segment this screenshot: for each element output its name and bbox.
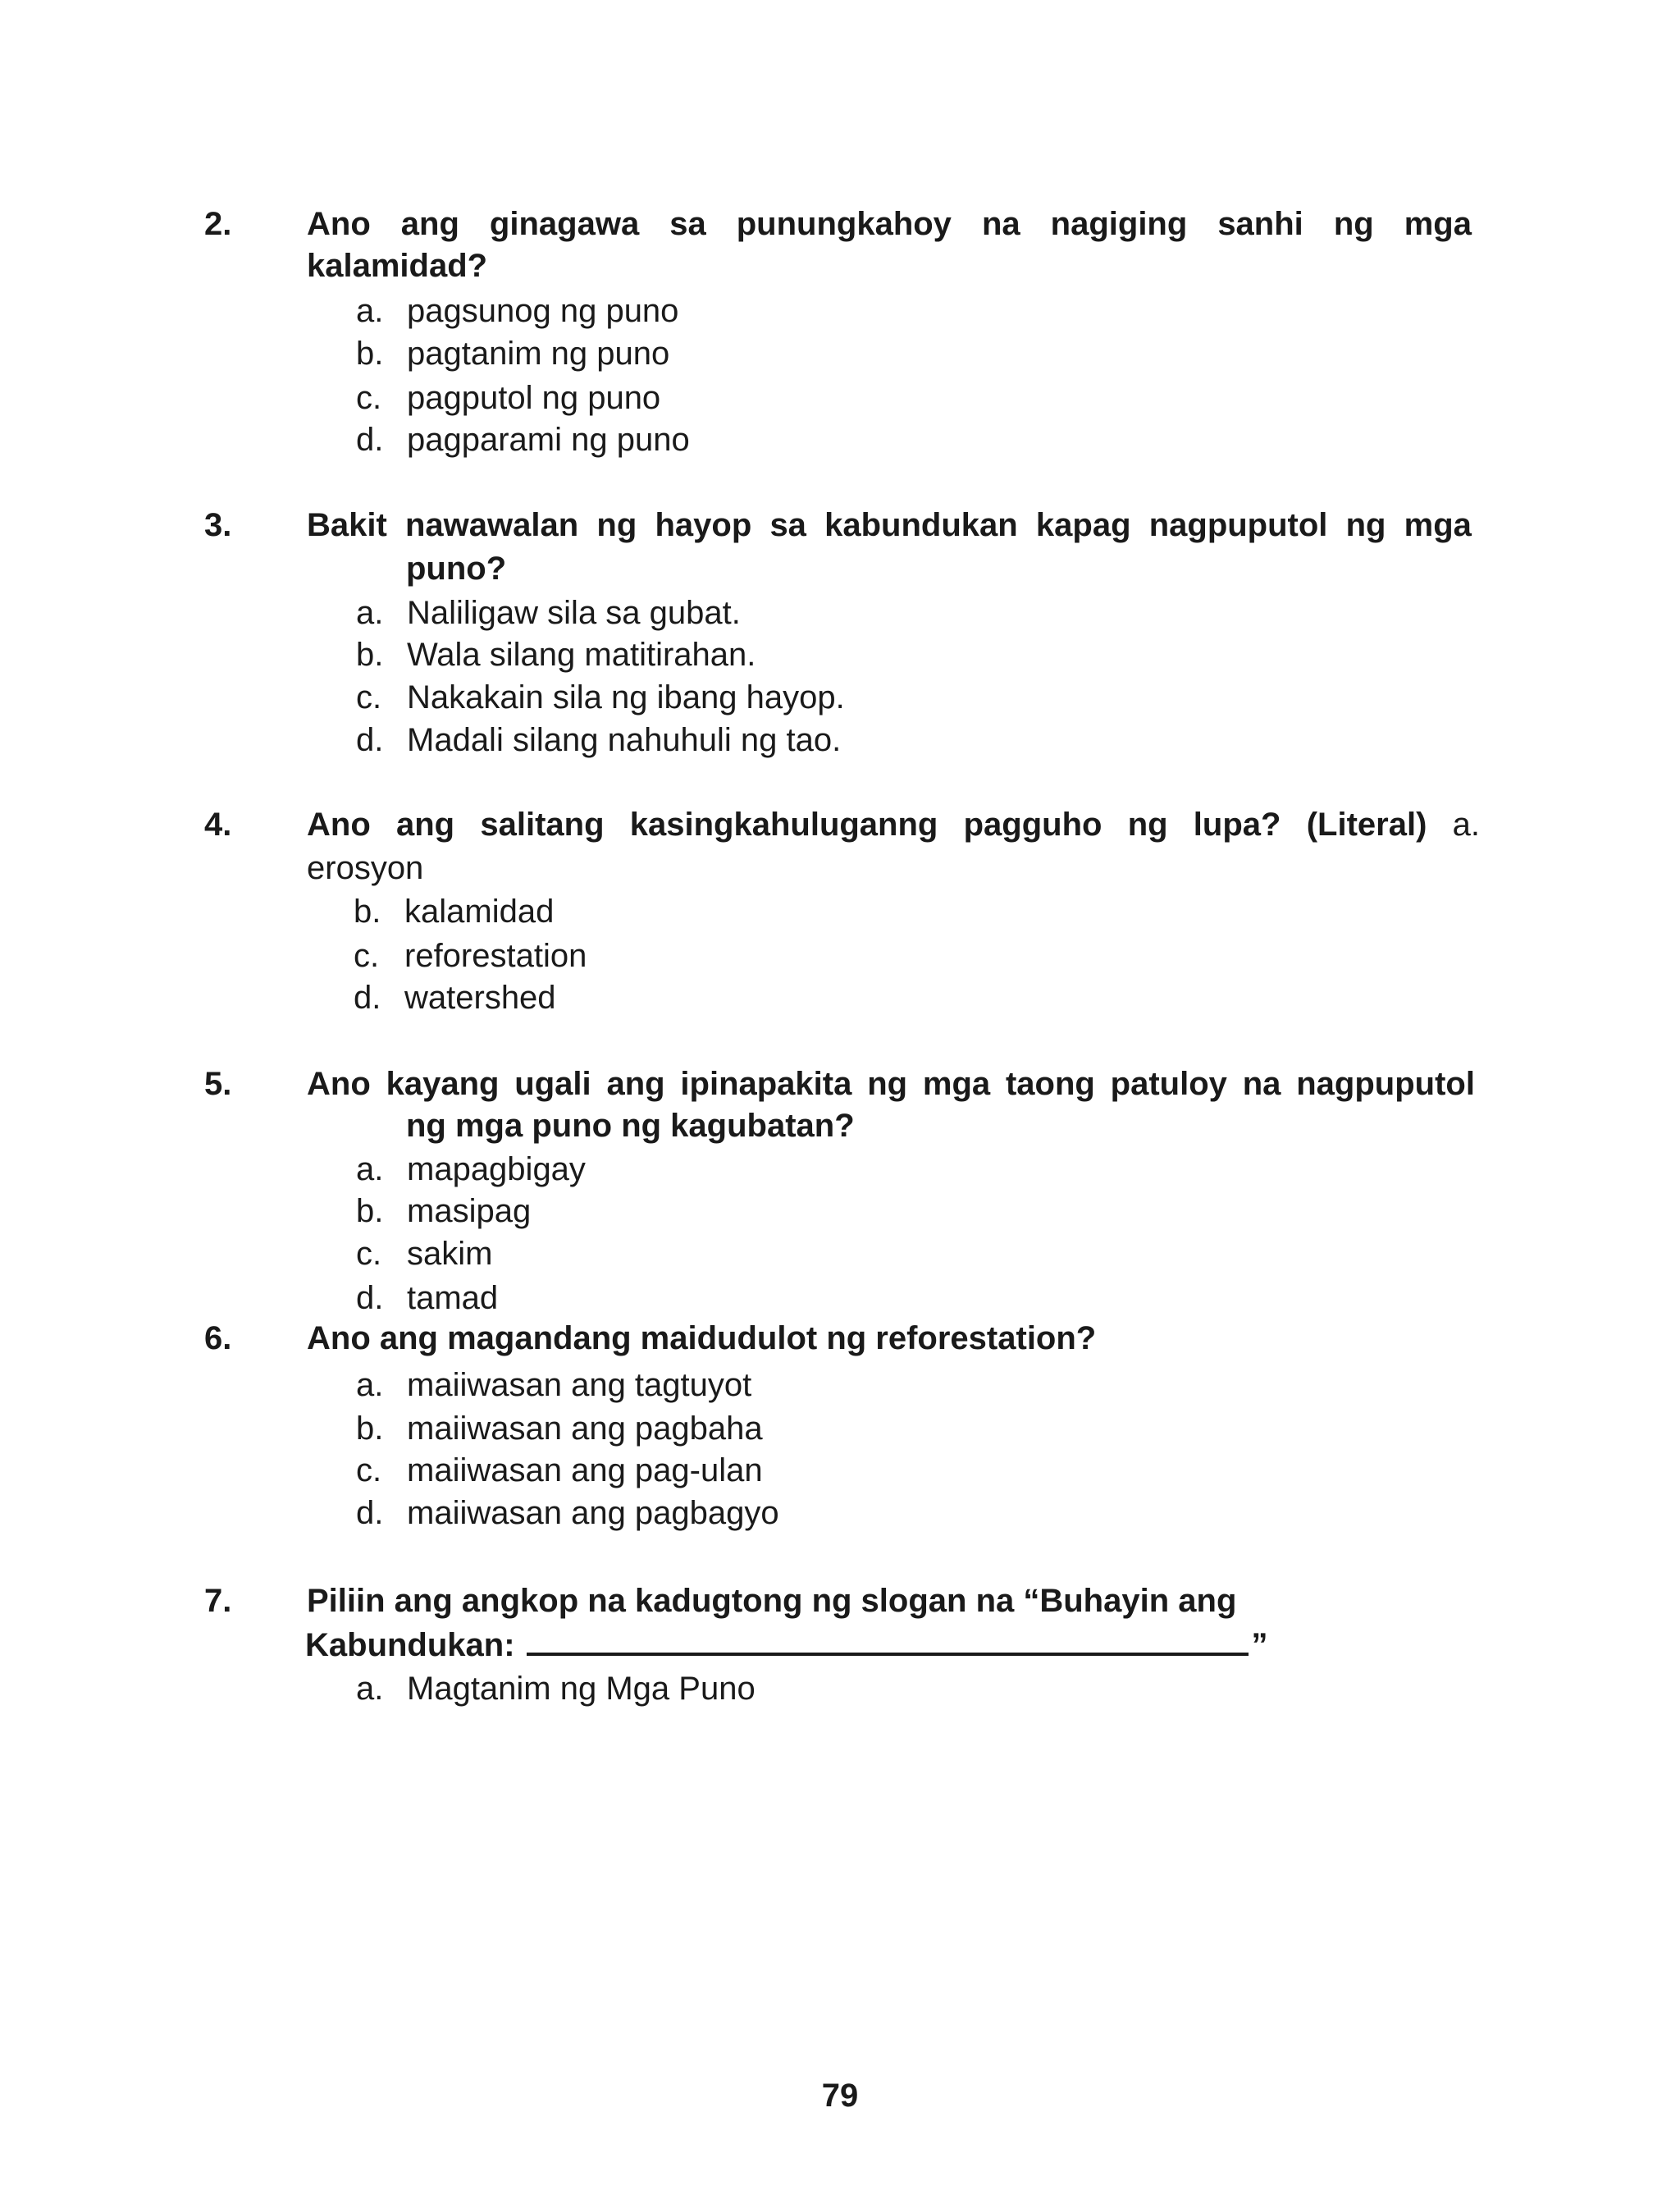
option-letter: c. bbox=[356, 1452, 382, 1488]
question-number: 5. bbox=[204, 1066, 232, 1102]
question-text-line1: Ano ang magandang maidudulot ng reforestation? bbox=[307, 1320, 1097, 1356]
answer-option bbox=[356, 377, 660, 419]
word: Bakit bbox=[307, 507, 387, 543]
word: hayop bbox=[655, 507, 752, 543]
answer-option bbox=[356, 719, 841, 761]
word: taong bbox=[1005, 1066, 1095, 1102]
word: na bbox=[981, 206, 1020, 242]
option-text: pagsunog ng puno bbox=[407, 293, 679, 329]
option-text: pagputol ng puno bbox=[407, 380, 661, 416]
option-letter: a. bbox=[356, 293, 384, 329]
question-number: 3. bbox=[204, 507, 232, 543]
word: (Literal) bbox=[1306, 807, 1427, 843]
word: mga bbox=[1404, 507, 1472, 543]
option-letter: b. bbox=[356, 1410, 384, 1447]
word: ang bbox=[606, 1066, 665, 1102]
option-letter: b. bbox=[356, 1193, 384, 1229]
word: sa bbox=[669, 206, 706, 242]
option-letter: a. bbox=[356, 1671, 384, 1707]
option-text: Nakakain sila ng ibang hayop. bbox=[407, 679, 845, 716]
word: kasingkahuluganng bbox=[629, 807, 938, 843]
question-number: 7. bbox=[204, 1583, 232, 1619]
question-text-line2 bbox=[305, 1623, 1268, 1667]
option-letter: a. bbox=[356, 1151, 384, 1187]
answer-option bbox=[356, 1232, 492, 1275]
word: patuloy bbox=[1110, 1066, 1227, 1102]
word: ipinapakita bbox=[680, 1066, 852, 1102]
option-text: tamad bbox=[407, 1280, 499, 1316]
closing-quote: ” bbox=[1251, 1627, 1268, 1663]
answer-option bbox=[356, 1449, 763, 1492]
answer-option bbox=[354, 890, 554, 933]
option-text: pagtanim ng puno bbox=[407, 336, 670, 372]
question-number: 6. bbox=[204, 1320, 232, 1356]
word: ang bbox=[400, 206, 459, 242]
option-text: Magtanim ng Mga Puno bbox=[407, 1671, 756, 1707]
answer-option bbox=[356, 676, 845, 719]
question-text-line2: ng mga puno ng kagubatan? bbox=[406, 1108, 855, 1144]
word: nagpuputol bbox=[1148, 507, 1328, 543]
option-letter: c. bbox=[354, 938, 380, 974]
option-text: maiiwasan ang pag-ulan bbox=[407, 1452, 763, 1488]
question-text-line1 bbox=[307, 1063, 1475, 1105]
question-text-line1 bbox=[307, 203, 1472, 245]
word: ng bbox=[1345, 507, 1386, 543]
option-letter: d. bbox=[356, 722, 384, 758]
answer-option bbox=[356, 1190, 531, 1232]
word: ng bbox=[867, 1066, 908, 1102]
option-letter: a. bbox=[356, 595, 384, 631]
option-text: sakim bbox=[407, 1236, 493, 1272]
word: lupa? bbox=[1193, 807, 1281, 843]
question-number: 4. bbox=[204, 807, 232, 843]
option-text: Madali silang nahuhuli ng tao. bbox=[407, 722, 842, 758]
word: ng bbox=[596, 507, 637, 543]
answer-option bbox=[354, 935, 587, 977]
option-letter: b. bbox=[354, 894, 381, 930]
word: ginagawa bbox=[489, 206, 640, 242]
word: ng bbox=[1127, 807, 1168, 843]
word: nagiging bbox=[1050, 206, 1188, 242]
option-text: erosyon bbox=[307, 850, 424, 886]
answer-option bbox=[356, 1277, 498, 1319]
answer-option bbox=[356, 1407, 763, 1450]
answer-option bbox=[356, 1364, 751, 1406]
word: pagguho bbox=[963, 807, 1102, 843]
option-text: maiiwasan ang pagbagyo bbox=[407, 1495, 779, 1531]
question-text-line2: puno? bbox=[406, 551, 507, 587]
word: kapag bbox=[1035, 507, 1131, 543]
word: ugali bbox=[514, 1066, 591, 1102]
option-letter: c. bbox=[356, 679, 382, 716]
word: Ano bbox=[307, 1066, 371, 1102]
slogan-label: Kabundukan: bbox=[305, 1627, 515, 1663]
option-text: mapagbigay bbox=[407, 1151, 586, 1187]
word: Ano bbox=[307, 807, 371, 843]
question-number: 2. bbox=[204, 206, 232, 242]
option-text: reforestation bbox=[404, 938, 587, 974]
word: ang bbox=[396, 807, 455, 843]
word: sa bbox=[769, 507, 806, 543]
word: na bbox=[1242, 1066, 1281, 1102]
answer-option bbox=[356, 633, 756, 676]
option-letter: d. bbox=[356, 422, 384, 458]
option-letter: c. bbox=[356, 1236, 382, 1272]
page-number: 79 bbox=[821, 2078, 859, 2114]
word: nagpuputol bbox=[1296, 1066, 1475, 1102]
option-letter: a. bbox=[1452, 807, 1480, 843]
word: mga bbox=[922, 1066, 991, 1102]
option-letter: d. bbox=[356, 1280, 384, 1316]
answer-blank bbox=[527, 1623, 1249, 1656]
word: Ano bbox=[307, 206, 371, 242]
word: kayang bbox=[386, 1066, 500, 1102]
word: salitang bbox=[480, 807, 605, 843]
option-text: maiiwasan ang pagbaha bbox=[407, 1410, 763, 1447]
question-text-line1: Piliin ang angkop na kadugtong ng slogan na “Buhayin ang bbox=[307, 1583, 1237, 1619]
option-letter: b. bbox=[356, 336, 384, 372]
word: sanhi bbox=[1217, 206, 1303, 242]
option-letter: b. bbox=[356, 637, 384, 673]
answer-option bbox=[354, 976, 556, 1019]
word: mga bbox=[1404, 206, 1472, 242]
option-text: Naliligaw sila sa gubat. bbox=[407, 595, 741, 631]
option-letter: d. bbox=[354, 980, 381, 1016]
word: nawawalan bbox=[405, 507, 579, 543]
option-letter: a. bbox=[356, 1367, 384, 1403]
word: kabundukan bbox=[824, 507, 1018, 543]
question-text-line1 bbox=[307, 504, 1472, 546]
answer-option bbox=[356, 290, 678, 332]
option-text: kalamidad bbox=[404, 894, 555, 930]
option-text: masipag bbox=[407, 1193, 532, 1229]
question-text-line2: kalamidad? bbox=[307, 248, 488, 284]
option-letter: c. bbox=[356, 380, 382, 416]
question-text-line1 bbox=[307, 803, 1480, 846]
answer-option bbox=[356, 418, 690, 461]
word: ng bbox=[1333, 206, 1374, 242]
option-text: watershed bbox=[404, 980, 556, 1016]
option-letter: d. bbox=[356, 1495, 384, 1531]
word: punungkahoy bbox=[736, 206, 952, 242]
option-text: maiiwasan ang tagtuyot bbox=[407, 1367, 752, 1403]
answer-option bbox=[356, 1667, 756, 1710]
answer-option bbox=[356, 1492, 779, 1534]
answer-option bbox=[356, 332, 669, 375]
answer-option bbox=[356, 592, 741, 634]
option-text: Wala silang matitirahan. bbox=[407, 637, 756, 673]
answer-option bbox=[356, 1148, 586, 1191]
option-text: pagparami ng puno bbox=[407, 422, 690, 458]
